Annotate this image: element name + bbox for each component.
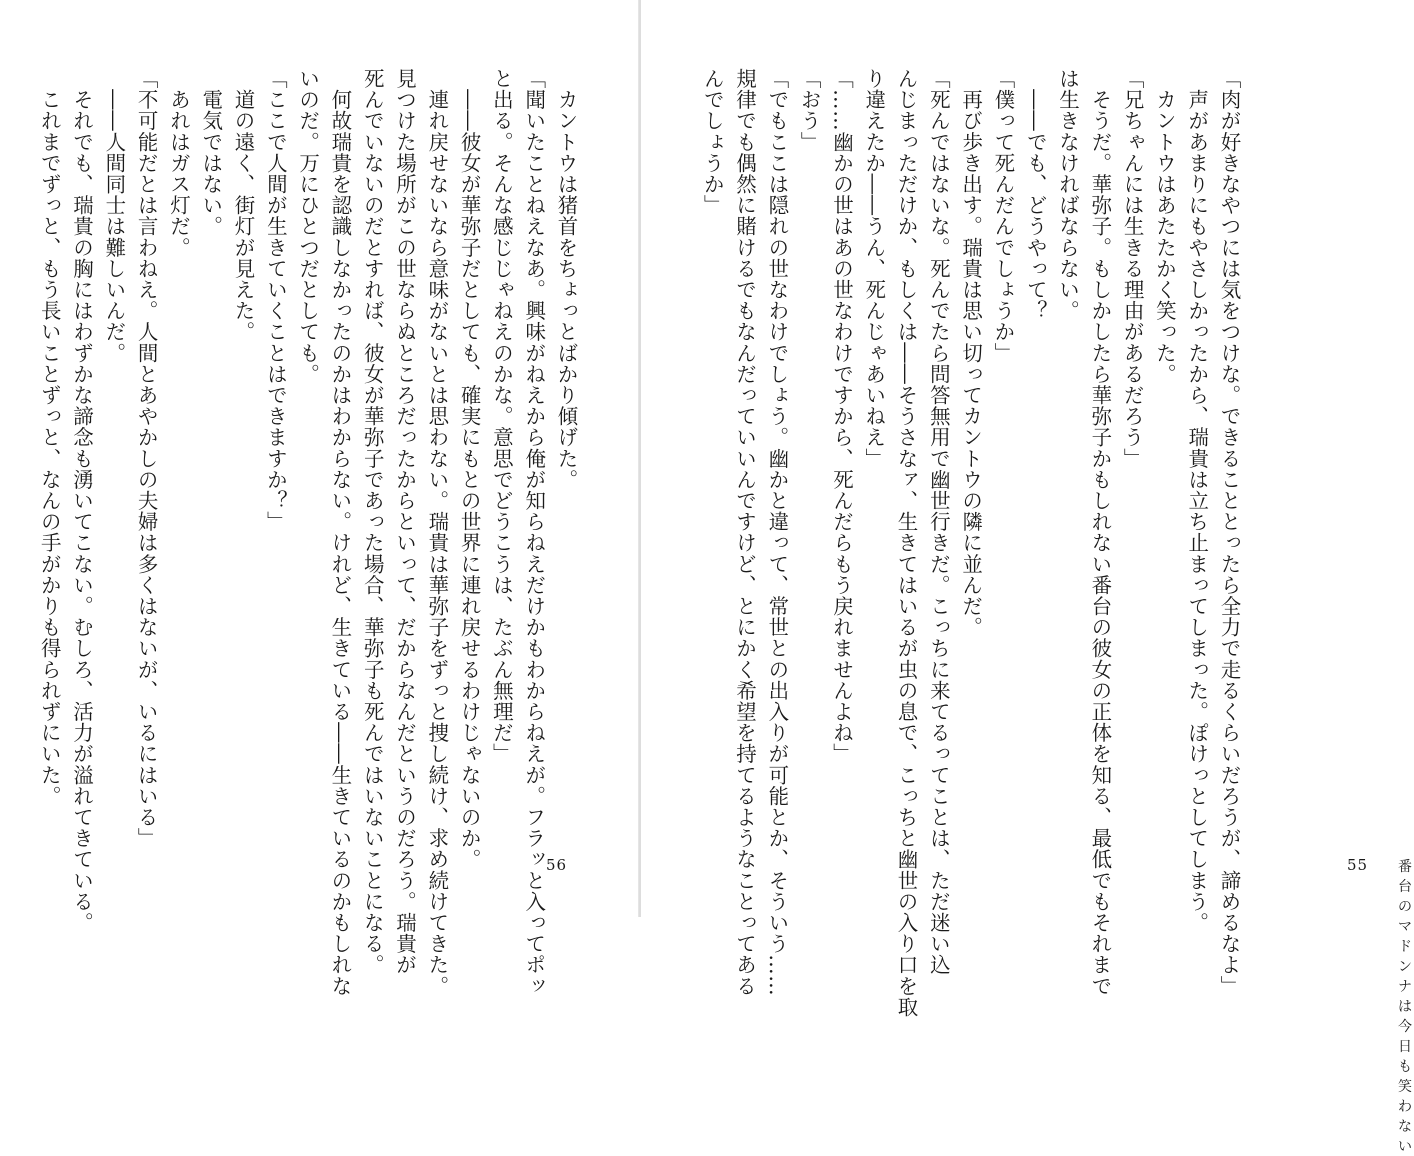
text-line: あれはガス灯だ。 <box>166 68 191 258</box>
text-line: 「肉が好きなやつには気をつけな。できることとったら全力で走るくらいだろうが、諦めるなよ」 <box>1217 68 1241 997</box>
text-line: と出る。そんな感じじゃねえのかな。意思でどうこうは、たぶん無理だ」 <box>489 68 514 765</box>
text-line: 「おう」 <box>797 68 822 153</box>
text-line: 「僕って死んだんでしょうか」 <box>990 68 1015 364</box>
text-line: は生きなければならない。 <box>1055 68 1080 322</box>
left-page <box>0 0 640 997</box>
text-line: 見つけた場所がこの世ならぬところだったからといって、だからなんだというのだろう。瑞貴が <box>392 68 417 976</box>
text-line: ――でも、どうやって？ <box>1023 68 1048 322</box>
text-line: ――人間同士は難しいんだ。 <box>101 68 126 364</box>
text-line: 死んでいないのだとすれば、彼女が華弥子であった場合、華弥子も死んではいないことになる。 <box>360 68 385 976</box>
page-number-left: 56 <box>546 856 568 874</box>
text-line: 「でもここは隠れの世なわけでしょう。幽かと違って、常世との出入りが可能とか、そういう…… <box>764 68 789 997</box>
text-line: 規律でも偶然に賭けるでもなんだっていいんですけど、とにかく希望を持てるようなことってある <box>732 68 757 997</box>
text-line: 「死んではないな。死んでたら問答無用で幽世行きだ。こっちに来てるってことは、ただ迷い込 <box>926 68 951 976</box>
text-line: 「兄ちゃんには生きる理由があるだろう」 <box>1120 68 1145 469</box>
text-line: 道の遠く、街灯が見えた。 <box>231 68 256 343</box>
text-line: ――彼女が華弥子だとしても、確実にもとの世界に連れ戻せるわけじゃないのか。 <box>457 68 482 870</box>
text-line: 電気ではない。 <box>198 68 223 237</box>
text-line: 連れ戻せないなら意味がないとは思わない。瑞貴は華弥子をずっと捜し続け、求め続けてきた。 <box>424 68 449 997</box>
text-line: んじまっただけか、もしくは――そうさなァ、生きてはいるが虫の息で、こっちと幽世の入り口を取 <box>894 68 919 1018</box>
text-line: 何故瑞貴を認識しなかったのかはわからない。けれど、生きている――生きているのかもしれな <box>327 68 352 997</box>
text-line: 「聞いたことねえなあ。興味がねえから俺が知らねえだけかもわからねえが。フラッと入ってポッ <box>521 68 546 997</box>
text-line: 再び歩き出す。瑞貴は思い切ってカントウの隣に並んだ。 <box>958 68 983 638</box>
text-line: 「不可能だとは言わねえ。人間とあやかしの夫婦は多くはないが、いるにはいる」 <box>134 68 159 849</box>
text-line: カントウはあたたかく笑った。 <box>1152 68 1177 385</box>
text-line: いのだ。万にひとつだとしても。 <box>295 68 320 385</box>
text-line: 「ここで人間が生きていくことはできますか？」 <box>263 68 288 533</box>
text-line: それでも、瑞貴の胸にはわずかな諦念も湧いてこない。むしろ、活力が溢れてきている。 <box>69 68 94 934</box>
running-title: 番台のマドンナは今日も笑わない <box>1398 859 1414 1155</box>
text-line: 声があまりにもやさしかったから、瑞貴は立ち止まってしまった。ぽけっとしてしまう。 <box>1184 68 1209 934</box>
text-line: そうだ。華弥子。もしかしたら華弥子かもしれない番台の彼女の正体を知る、最低でもそれまで <box>1087 68 1112 997</box>
text-line: これまでずっと、もう長いことずっと、なんの手がかりも得られずにいた。 <box>37 68 62 807</box>
text-line: カントウは猪首をちょっとばかり傾げた。 <box>554 68 578 490</box>
text-line: んでしょうか」 <box>700 68 725 216</box>
text-line: 「……幽かの世はあの世なわけですから、死んだらもう戻れませんよね」 <box>829 68 854 765</box>
right-page <box>641 0 1414 1155</box>
right-page-body-text <box>700 68 1245 1018</box>
page-number-right: 55 <box>1347 856 1369 874</box>
text-line: り違えたか――うん、死んじゃあいねえ」 <box>861 68 886 469</box>
